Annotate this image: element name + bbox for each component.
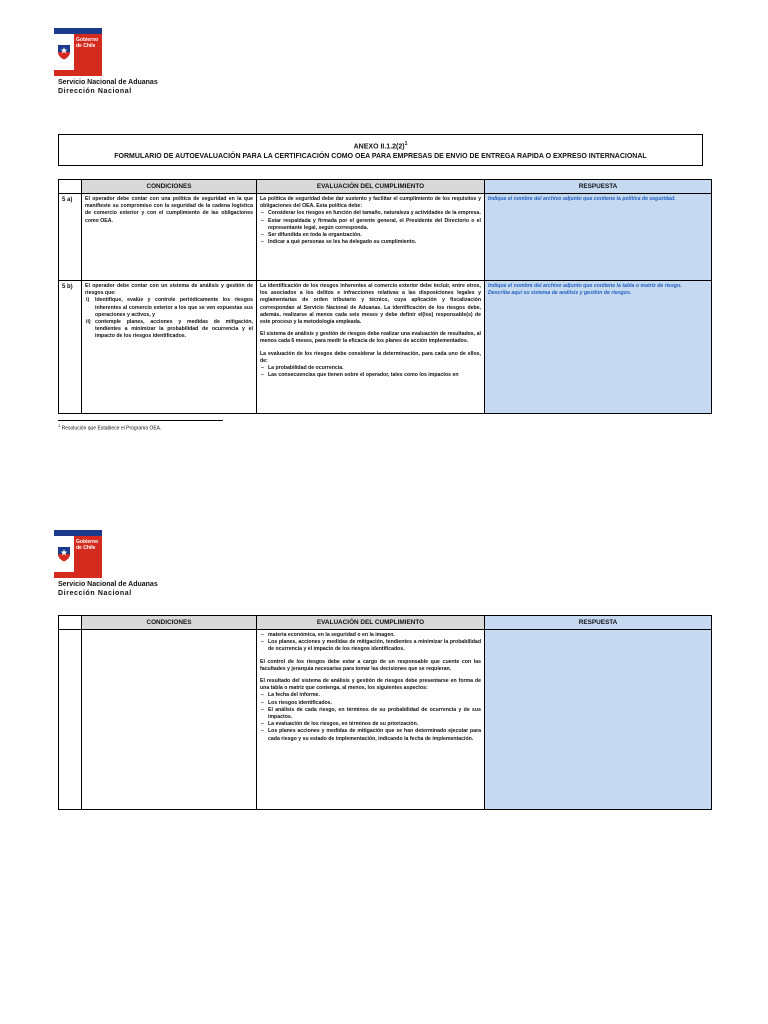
list-item: i) Identifique, evalúe y controle periódicamente los riesgos inherentes al comercio exterior a los que se ven expuestas sus operaciones y activos, y bbox=[86, 297, 253, 318]
response-cell[interactable] bbox=[485, 281, 712, 414]
table-header-row bbox=[59, 180, 712, 194]
response-line: Indique el nombre del archivo adjunto que contiene la tabla o matriz de riesgo. bbox=[488, 283, 682, 289]
header-evaluation: EVALUACIÓN DEL CUMPLIMIENTO bbox=[257, 180, 485, 194]
evaluation-cell bbox=[257, 194, 485, 281]
org-line-1: Servicio Nacional de Aduanas bbox=[58, 581, 158, 588]
list-item: – Los planes, acciones y medidas de mitigación, tendientes a minimizar la probabilidad de ocurrencia y el impacto de los riesgos identificados. bbox=[268, 639, 481, 653]
row-id: 5 b) bbox=[59, 281, 82, 414]
evaluation-list bbox=[260, 210, 481, 246]
list-item: ii) contemple planes, acciones y medidas de mitigación, tendientes a minimizar la probabilidad de ocurrencia y el impacto de los riesgos identificados. bbox=[86, 319, 253, 340]
list-item: – Ser difundida en toda la organización. bbox=[268, 232, 481, 239]
list-item: – Los riesgos identificados. bbox=[268, 700, 481, 707]
response-cell[interactable] bbox=[485, 630, 712, 810]
list-item: – La probabilidad de ocurrencia. bbox=[268, 365, 481, 372]
evaluation-list bbox=[260, 365, 481, 379]
condition-cell bbox=[82, 281, 257, 414]
table-row bbox=[59, 630, 712, 810]
organization-name bbox=[58, 78, 158, 96]
table-header-row bbox=[59, 616, 712, 630]
annex-subtitle: FORMULARIO DE AUTOEVALUACIÓN PARA LA CERTIFICACIÓN COMO OEA PARA EMPRESAS DE ENVIO DE ENTREGA RAPIDA O EXPRESO INTERNACIONAL bbox=[114, 153, 647, 161]
logo-text: Gobierno de Chile bbox=[74, 536, 102, 572]
chile-crest-icon bbox=[54, 34, 74, 70]
org-line-1: Servicio Nacional de Aduanas bbox=[58, 79, 158, 86]
evaluation-cell bbox=[257, 281, 485, 414]
row-id bbox=[59, 630, 82, 810]
table-row bbox=[59, 194, 712, 281]
chile-crest-icon bbox=[54, 536, 74, 572]
evaluation-paragraph: El sistema de análisis y gestión de riesgos debe realizar una evaluación de resultados, al menos cada 6 meses, para medir la eficacia de los planes de acción implementados. bbox=[260, 331, 481, 345]
footnote: $^1$ Resolución que Establece el Programa OEA. bbox=[58, 423, 162, 432]
condition-list bbox=[85, 297, 253, 340]
footnote-separator bbox=[58, 420, 223, 421]
list-item: – Indicar a qué personas se les ha delegado su cumplimiento. bbox=[268, 239, 481, 246]
list-item: – materia económica, en la seguridad o en la imagen. bbox=[268, 632, 481, 639]
evaluation-intro: La política de seguridad debe dar sustento y facilitar el cumplimiento de los requisitos y obligaciones del OEA. Esta política debe: bbox=[260, 196, 481, 210]
org-line-2: Dirección Nacional bbox=[58, 88, 132, 95]
evaluation-paragraph: La evaluación de los riesgos debe considerar la determinación, para cada uno de ellos, de: bbox=[260, 350, 481, 364]
org-line-2: Dirección Nacional bbox=[58, 590, 132, 597]
self-evaluation-table bbox=[58, 179, 712, 414]
self-evaluation-table-continued bbox=[58, 615, 712, 810]
annex-title-box bbox=[58, 134, 703, 166]
evaluation-paragraph: La identificación de los riesgos inherentes al comercio exterior debe incluir, entre otros, los asociados a los delitos e infracciones relativas a las disposiciones legales y reglamentarias de orden tributario y técnico, cuya aplicación y fiscalización correspondan al Servicio Nacional de Aduanas. La identificación de los riesgos debe, además, realizarse al menos cada seis meses y debe definir el(los) responsable(s) de este proceso y la metodología empleada. bbox=[260, 283, 481, 326]
list-item: – Los planes acciones y medidas de mitigación que se han determinado ejecutar para cada riesgo y su estado de implementación, indicando la fecha de implementación. bbox=[268, 728, 481, 742]
header-evaluation: EVALUACIÓN DEL CUMPLIMIENTO bbox=[257, 616, 485, 630]
condition-cell: El operador debe contar con una política de seguridad en la que manifieste su compromiso con la seguridad de la cadena logística de comercio exterior y con el cumplimiento de las obligaciones como OEA. bbox=[82, 194, 257, 281]
annex-title: ANEXO $II.1.2(2)^1$ bbox=[353, 141, 408, 151]
gobierno-de-chile-logo bbox=[54, 530, 102, 578]
list-item: – Considerar los riesgos en función del tamaño, naturaleza y actividades de la empresa. bbox=[268, 210, 481, 217]
response-line: Describa aquí su sistema de análisis y gestión de riesgos. bbox=[488, 290, 632, 297]
header-blank bbox=[59, 180, 82, 194]
evaluation-list bbox=[260, 632, 481, 654]
evaluation-paragraph: El resultado del sistema de análisis y gestión de riesgos debe presentarse en forma de una tabla o matriz que contenga, al menos, los siguientes aspectos: bbox=[260, 678, 481, 692]
logo-text: Gobierno de Chile bbox=[74, 34, 102, 70]
evaluation-list bbox=[260, 692, 481, 742]
list-item: – Las consecuencias que tienen sobre el operador, tales como los impactos en bbox=[268, 372, 481, 379]
condition-cell bbox=[82, 630, 257, 810]
list-item: – Estar respaldada y firmada por el gerente general, el Presidente del Directorio o el representante legal, según corresponda. bbox=[268, 218, 481, 232]
header-blank bbox=[59, 616, 82, 630]
list-item: – La evaluación de los riesgos, en términos de su priorización. bbox=[268, 721, 481, 728]
header-conditions: CONDICIONES bbox=[82, 616, 257, 630]
row-id: 5 a) bbox=[59, 194, 82, 281]
table-row bbox=[59, 281, 712, 414]
evaluation-paragraph: El control de los riesgos debe estar a cargo de un responsable que cuente con las facultades y jerarquía necesarias para tomar las decisiones que se requieran. bbox=[260, 658, 481, 672]
header-conditions: CONDICIONES bbox=[82, 180, 257, 194]
organization-name bbox=[58, 580, 158, 598]
response-cell[interactable]: Indique el nombre del archivo adjunto que contiene la política de seguridad. bbox=[485, 194, 712, 281]
condition-intro: El operador debe contar con un sistema de análisis y gestión de riesgos que: bbox=[85, 283, 253, 297]
header-response: RESPUESTA bbox=[485, 180, 712, 194]
list-item: – El análisis de cada riesgo, en términos de su probabilidad de ocurrencia y de sus impactos. bbox=[268, 707, 481, 721]
gobierno-de-chile-logo bbox=[54, 28, 102, 76]
header-response: RESPUESTA bbox=[485, 616, 712, 630]
list-item: – La fecha del informe. bbox=[268, 692, 481, 699]
evaluation-cell bbox=[257, 630, 485, 810]
